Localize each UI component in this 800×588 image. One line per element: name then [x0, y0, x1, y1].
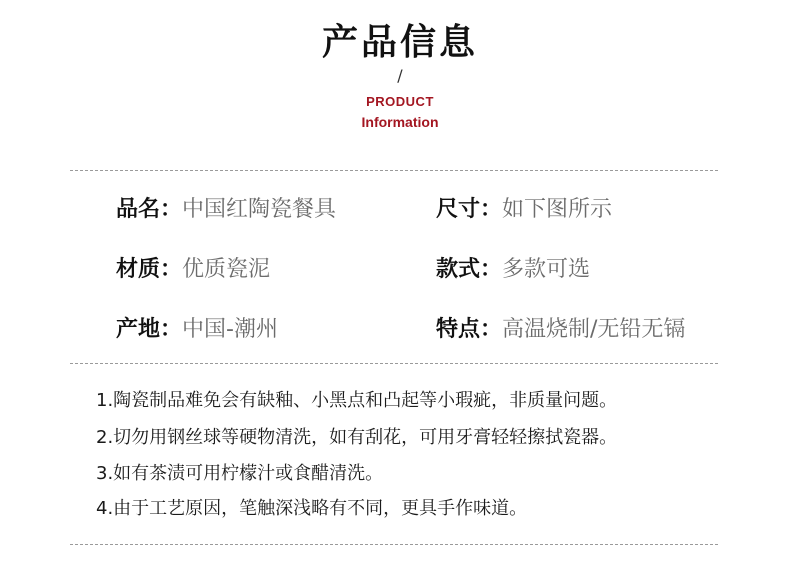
spec-origin	[116, 312, 278, 343]
spec-material	[116, 252, 270, 283]
spec-feature-value: 高温烧制/无铅无镉	[502, 317, 686, 342]
title-slash: /	[397, 66, 403, 85]
spec-size-label: 尺寸：	[436, 197, 503, 222]
note-1: 1.陶瓷制品难免会有缺釉、小黑点和凸起等小瑕疵，非质量问题。	[96, 390, 618, 411]
subtitle-information: Information	[361, 114, 439, 130]
note-2: 2.切勿用钢丝球等硬物清洗，如有刮花，可用牙膏轻轻擦拭瓷器。	[96, 427, 618, 448]
spec-name	[116, 192, 336, 223]
spec-name-value: 中国红陶瓷餐具	[182, 197, 337, 222]
divider-top	[70, 170, 718, 171]
note-4: 4.由于工艺原因，笔触深浅略有不同，更具手作味道。	[96, 498, 528, 519]
spec-origin-value: 中国-潮州	[182, 317, 278, 342]
spec-feature-label: 特点：	[436, 317, 503, 342]
spec-size-value: 如下图所示	[502, 197, 613, 222]
divider-bottom	[70, 544, 718, 545]
spec-style-label: 款式：	[436, 257, 503, 282]
spec-style	[436, 252, 590, 283]
spec-material-label: 材质：	[116, 257, 183, 282]
spec-origin-label: 产地：	[116, 317, 183, 342]
spec-name-label: 品名：	[116, 197, 183, 222]
spec-style-value: 多款可选	[502, 257, 591, 282]
spec-feature	[436, 312, 685, 343]
page-title: 产品信息	[321, 22, 478, 63]
divider-middle	[70, 363, 718, 364]
spec-size	[436, 192, 612, 223]
spec-material-value: 优质瓷泥	[182, 257, 271, 282]
note-3: 3.如有茶渍可用柠檬汁或食醋清洗。	[96, 463, 384, 484]
subtitle-product: PRODUCT	[366, 94, 434, 109]
